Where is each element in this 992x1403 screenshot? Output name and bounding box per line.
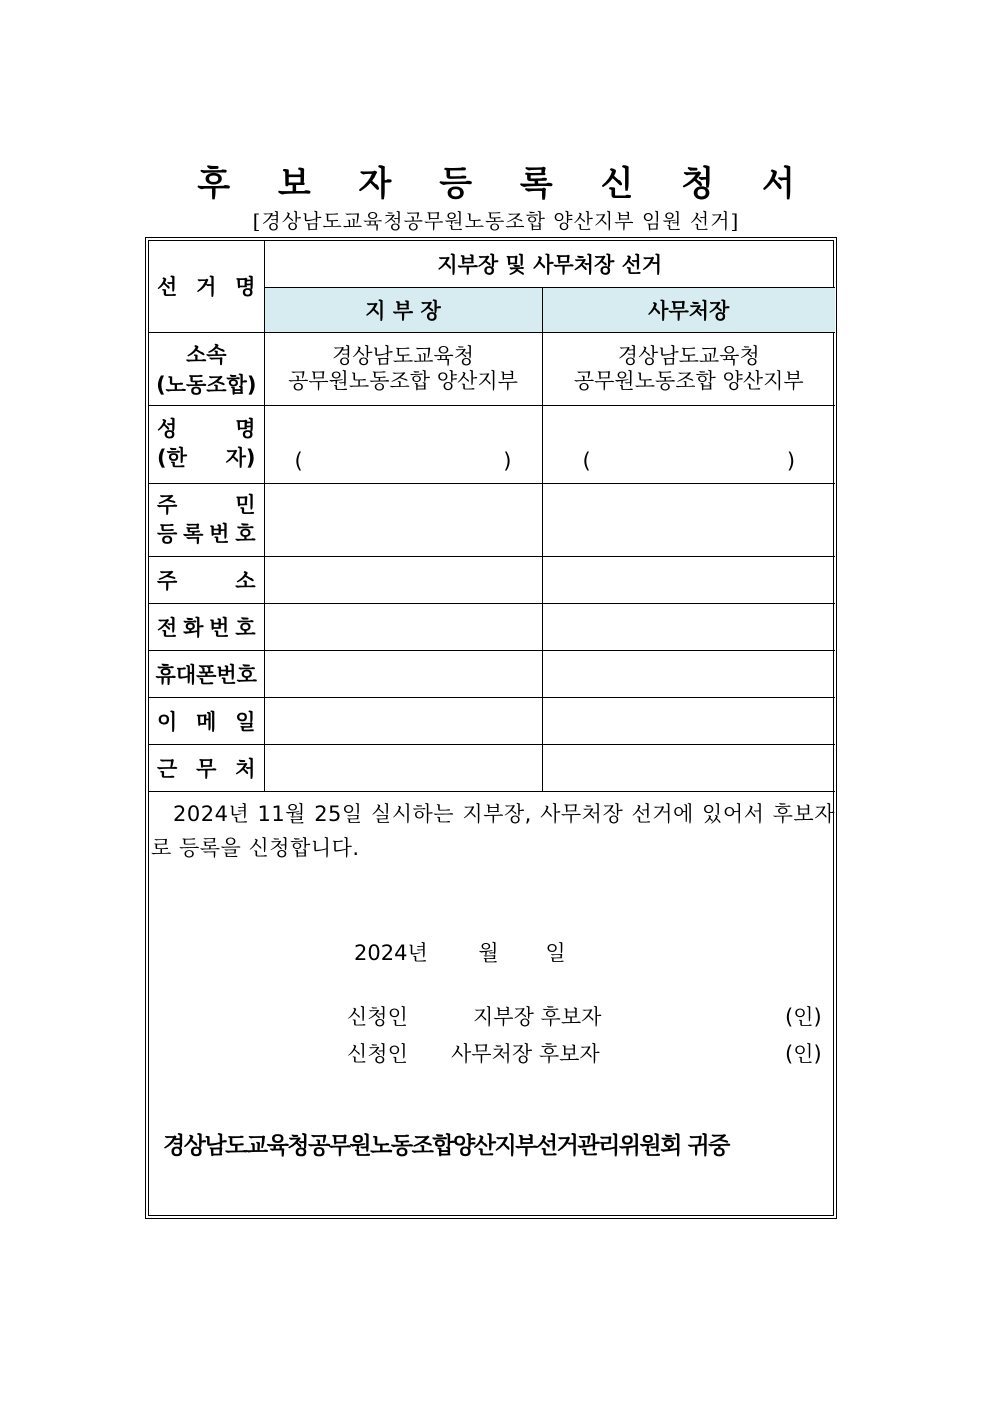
affiliation-branch-head: 경상남도교육청 공무원노동조합 양산지부	[264, 332, 542, 405]
workplace-field-branch-head[interactable]	[264, 744, 542, 791]
election-name: 지부장 및 사무처장 선거	[264, 241, 835, 287]
address-field-secretary[interactable]	[542, 556, 835, 603]
date-day: 일	[545, 941, 566, 965]
column-header-branch-head: 지 부 장	[264, 287, 542, 332]
email-field-secretary[interactable]	[542, 697, 835, 744]
resident-number-field-branch-head[interactable]	[264, 483, 542, 556]
form-frame	[145, 237, 837, 1219]
election-label: 선 거 명	[149, 241, 264, 332]
applicant-prefix: 신청인	[347, 1005, 408, 1029]
name-field-branch-head[interactable]: ( )	[264, 405, 542, 483]
form-inner	[148, 240, 834, 1216]
document-subtitle: [경상남도교육청공무원노동조합 양산지부 임원 선거]	[252, 209, 740, 233]
application-date	[354, 937, 566, 967]
column-header-secretary: 사무처장	[542, 287, 835, 332]
applicant-branch-head	[347, 1001, 822, 1031]
date-year: 2024년	[354, 941, 428, 965]
seal-mark: (인)	[785, 1005, 822, 1029]
workplace-label: 근 무 처	[149, 744, 264, 791]
date-month: 월	[478, 941, 499, 965]
resident-number-label: 주 민 등 록 번 호	[149, 483, 264, 556]
name-label: 성 명 (한 자)	[149, 405, 264, 483]
email-field-branch-head[interactable]	[264, 697, 542, 744]
phone-label: 전 화 번 호	[149, 603, 264, 650]
applicant-role: 사무처장 후보자	[451, 1042, 600, 1066]
seal-mark: (인)	[785, 1042, 822, 1066]
mobile-field-branch-head[interactable]	[264, 650, 542, 697]
phone-field-secretary[interactable]	[542, 603, 835, 650]
application-statement: 2024년 11월 25일 실시하는 지부장, 사무처장 선거에 있어서 후보자로 등록을 신청합니다.	[151, 802, 835, 860]
applicant-secretary	[347, 1038, 822, 1068]
phone-field-branch-head[interactable]	[264, 603, 542, 650]
addressee: 경상남도교육청공무원노동조합양산지부선거관리위원회 귀중	[163, 1133, 729, 1159]
resident-number-field-secretary[interactable]	[542, 483, 835, 556]
mobile-field-secretary[interactable]	[542, 650, 835, 697]
document-title: 후 보 자 등 록 신 청 서	[197, 164, 813, 204]
address-label: 주 소	[149, 556, 264, 603]
affiliation-label: 소속 (노동조합)	[149, 332, 264, 405]
workplace-field-secretary[interactable]	[542, 744, 835, 791]
applicant-prefix: 신청인	[347, 1042, 408, 1066]
mobile-label: 휴대폰번호	[149, 650, 264, 697]
name-field-secretary[interactable]: ( )	[542, 405, 835, 483]
email-label: 이 메 일	[149, 697, 264, 744]
address-field-branch-head[interactable]	[264, 556, 542, 603]
applicant-role: 지부장 후보자	[473, 1005, 602, 1029]
application-table	[149, 241, 835, 792]
affiliation-secretary: 경상남도교육청 공무원노동조합 양산지부	[542, 332, 835, 405]
